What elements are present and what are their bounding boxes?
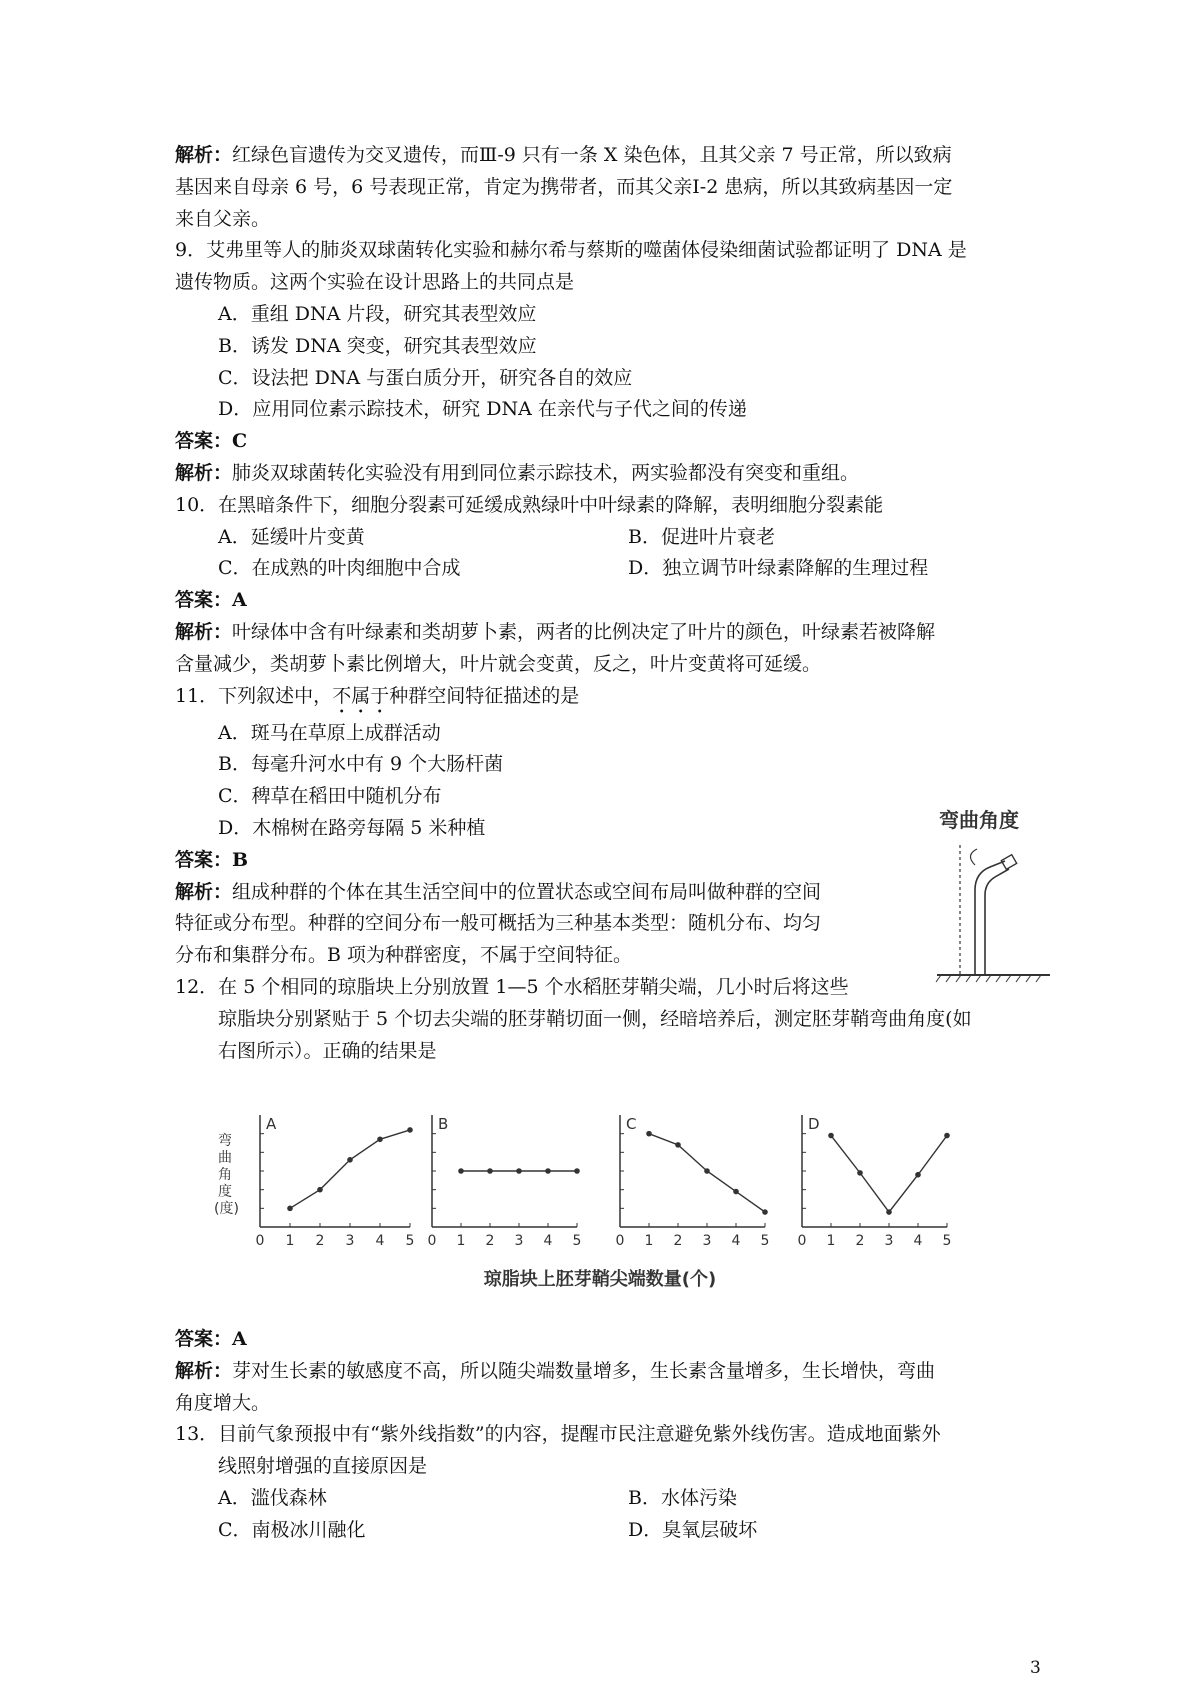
q11-answer: 答案：B	[175, 848, 249, 871]
chart-D-x-tick-label: 4	[913, 1233, 923, 1249]
q10-analysis-line-2: 含量减少，类胡萝卜素比例增大，叶片就会变黄，反之，叶片变黄将可延缓。	[175, 652, 822, 675]
chart-B-x-tick-label: 4	[543, 1233, 553, 1249]
q10-options-row-2	[175, 553, 1035, 585]
q10-option-d: D．独立调节叶绿素降解的生理过程	[628, 557, 929, 580]
chart-D-x-tick-label: 1	[826, 1233, 836, 1249]
q11-option-c: C．稗草在稻田中随机分布	[218, 785, 442, 808]
q9-option-a: A．重组 DNA 片段，研究其表型效应	[218, 302, 537, 325]
q10-analysis-line-1: 解析：叶绿体中含有叶绿素和类胡萝卜素，两者的比例决定了叶片的颜色，叶绿素若被降解	[175, 620, 936, 643]
chart-D-x-tick-label: 2	[855, 1233, 865, 1249]
q8-analysis-line-2: 基因来自母亲 6 号，6 号表现正常，肯定为携带者，而其父亲Ⅰ-2 患病，所以其致病基因一定	[175, 175, 953, 198]
chart-D-x-tick-label: 5	[942, 1233, 952, 1249]
q8-analysis-line-3: 来自父亲。	[175, 207, 271, 230]
chart-C-point	[675, 1142, 681, 1148]
chart-A-title: A	[266, 1115, 277, 1133]
analysis-label: 解析：	[175, 144, 233, 166]
q12-answer	[175, 1324, 1035, 1356]
chart-B-title: B	[438, 1115, 449, 1133]
q9-stem-line-1: 9．艾弗里等人的肺炎双球菌转化实验和赫尔希与蔡斯的噬菌体侵染细菌试验都证明了 DNA 是	[175, 239, 967, 262]
q9-answer: 答案：C	[175, 430, 248, 453]
chart-D-x-tick-label: 3	[884, 1233, 894, 1249]
q10-option-a: A．延缓叶片变黄	[218, 525, 365, 548]
chart-B-point	[487, 1168, 493, 1174]
chart-A-x-tick-label: 5	[405, 1233, 415, 1249]
chart-D-x-tick-label: 0	[797, 1233, 807, 1249]
chart-A-x-tick-label: 0	[255, 1233, 265, 1249]
chart-B-x-tick-label: 1	[456, 1233, 466, 1249]
q10-option-b: B．促进叶片衰老	[628, 525, 775, 548]
chart-D-point	[857, 1170, 863, 1176]
chart-B-x-tick-label: 5	[572, 1233, 582, 1249]
y-axis-label: 弯曲角度(度)	[214, 1133, 239, 1217]
q10-answer: 答案：A	[175, 589, 247, 612]
figure-label: 弯曲角度	[939, 808, 1019, 832]
q11-option-a: A．斑马在草原上成群活动	[218, 721, 441, 744]
q8-analysis-line-1: 解析：红绿色盲遗传为交叉遗传，而Ⅲ-9 只有一条 X 染色体，且其父亲 7 号正常，所以致病	[175, 144, 952, 166]
chart-C-x-tick-label: 2	[673, 1233, 683, 1249]
coleoptile-figure	[935, 805, 1053, 995]
q9-stem-line-2: 遗传物质。这两个实验在设计思路上的共同点是	[175, 271, 575, 294]
chart-D-point	[944, 1133, 950, 1139]
chart-B-point	[574, 1168, 580, 1174]
q11-option-b: B．每毫升河水中有 9 个大肠杆菌	[218, 753, 504, 776]
chart-D-title: D	[808, 1115, 820, 1133]
chart-C-title: C	[626, 1115, 637, 1133]
chart-A-x-tick-label: 4	[375, 1233, 385, 1249]
chart-A-x-tick-label: 3	[345, 1233, 355, 1249]
q13-option-c: C．南极冰川融化	[218, 1518, 366, 1541]
document-page	[175, 140, 1035, 1067]
chart-C-point	[733, 1189, 739, 1195]
q13-stem-line-2: 线照射增强的直接原因是	[218, 1455, 428, 1478]
q10-options-row-1	[175, 522, 1035, 554]
chart-x-caption: 琼脂块上胚芽鞘尖端数量(个)	[483, 1269, 717, 1290]
chart-A-point	[287, 1206, 293, 1212]
chart-C-x-tick-label: 1	[644, 1233, 654, 1249]
chart-D-series-line	[831, 1136, 947, 1213]
q12-answer-label: 答案：	[175, 1328, 233, 1350]
chart-C-point	[762, 1209, 768, 1215]
q11-analysis-line-2: 特征或分布型。种群的空间分布一般可概括为三种基本类型：随机分布、均匀	[175, 912, 822, 935]
chart-B-x-tick-label: 2	[485, 1233, 495, 1249]
q13-option-d: D．臭氧层破坏	[628, 1518, 758, 1541]
chart-C-x-tick-label: 4	[731, 1233, 741, 1249]
chart-D-point	[886, 1209, 892, 1215]
chart-B-point	[516, 1168, 522, 1174]
q13-stem-line-1: 13．目前气象预报中有“紫外线指数”的内容，提醒市民注意避免紫外线伤害。造成地面紫外	[175, 1423, 941, 1446]
q10-stem: 10．在黑暗条件下，细胞分裂素可延缓成熟绿叶中叶绿素的降解，表明细胞分裂素能	[175, 493, 884, 516]
lower-section	[175, 1324, 1035, 1547]
chart-A-x-tick-label: 2	[315, 1233, 325, 1249]
q13-option-b: B．水体污染	[628, 1486, 737, 1509]
q10-option-c: C．在成熟的叶肉细胞中合成	[218, 557, 461, 580]
q11-analysis-line-1: 解析：组成种群的个体在其生活空间中的位置状态或空间布局叫做种群的空间	[175, 880, 822, 903]
chart-C-x-tick-label: 0	[615, 1233, 625, 1249]
q12-stem-line-3: 右图所示）。正确的结果是	[218, 1039, 437, 1062]
q13-option-a: A．滥伐森林	[218, 1486, 327, 1509]
chart-D-point	[915, 1172, 921, 1178]
chart-D-point	[828, 1133, 834, 1139]
chart-A-point	[407, 1127, 413, 1133]
q12-charts-svg	[212, 1105, 1052, 1265]
q11-stem: 11．下列叙述中，不属于种群空间特征描述的是	[175, 684, 580, 707]
q9-option-b: B．诱发 DNA 突变，研究其表型效应	[218, 334, 537, 357]
q11-analysis-line-3: 分布和集群分布。B 项为种群密度，不属于空间特征。	[175, 944, 633, 967]
q11-option-d: D．木棉树在路旁每隔 5 米种植	[218, 816, 486, 839]
chart-C-x-tick-label: 5	[760, 1233, 770, 1249]
chart-B-point	[458, 1168, 464, 1174]
q9-analysis: 解析：肺炎双球菌转化实验没有用到同位素示踪技术，两实验都没有突变和重组。	[175, 461, 860, 484]
chart-B-x-tick-label: 0	[427, 1233, 437, 1249]
q12-answer-value: A	[232, 1328, 247, 1350]
chart-A-series-line	[290, 1130, 410, 1208]
chart-C-x-tick-label: 3	[702, 1233, 712, 1249]
chart-A-x-tick-label: 1	[285, 1233, 295, 1249]
q12-stem-line-1: 12．在 5 个相同的琼脂块上分别放置 1—5 个水稻胚芽鞘尖端，几小时后将这些	[175, 975, 849, 998]
q12-stem-line-2: 琼脂块分别紧贴于 5 个切去尖端的胚芽鞘切面一侧，经暗培养后，测定胚芽鞘弯曲角度(如	[218, 1007, 972, 1030]
q12-analysis-line-1: 解析：芽对生长素的敏感度不高，所以随尖端数量增多，生长素含量增多，生长增快，弯曲	[175, 1359, 936, 1382]
chart-A-point	[317, 1187, 323, 1193]
coleoptile-illustration	[935, 805, 1053, 995]
chart-A-point	[377, 1136, 383, 1142]
q13-options-row-1	[175, 1483, 1035, 1515]
q12-analysis-text: 芽对生长素的敏感度不高，所以随尖端数量增多，生长素含量增多，生长增快，弯曲	[232, 1359, 936, 1382]
q11-emphasis: 不属于	[332, 684, 390, 707]
chart-A-point	[347, 1157, 353, 1163]
page-number: 3	[1030, 1658, 1041, 1678]
q12-analysis-line-2: 角度增大。	[175, 1391, 271, 1414]
chart-C-point	[704, 1168, 710, 1174]
chart-B-point	[545, 1168, 551, 1174]
q9-option-c: C．设法把 DNA 与蛋白质分开，研究各自的效应	[218, 366, 633, 389]
chart-C-point	[646, 1131, 652, 1137]
chart-B-x-tick-label: 3	[514, 1233, 524, 1249]
q13-options-row-2	[175, 1515, 1035, 1547]
q9-option-d: D．应用同位素示踪技术，研究 DNA 在亲代与子代之间的传递	[218, 398, 747, 421]
